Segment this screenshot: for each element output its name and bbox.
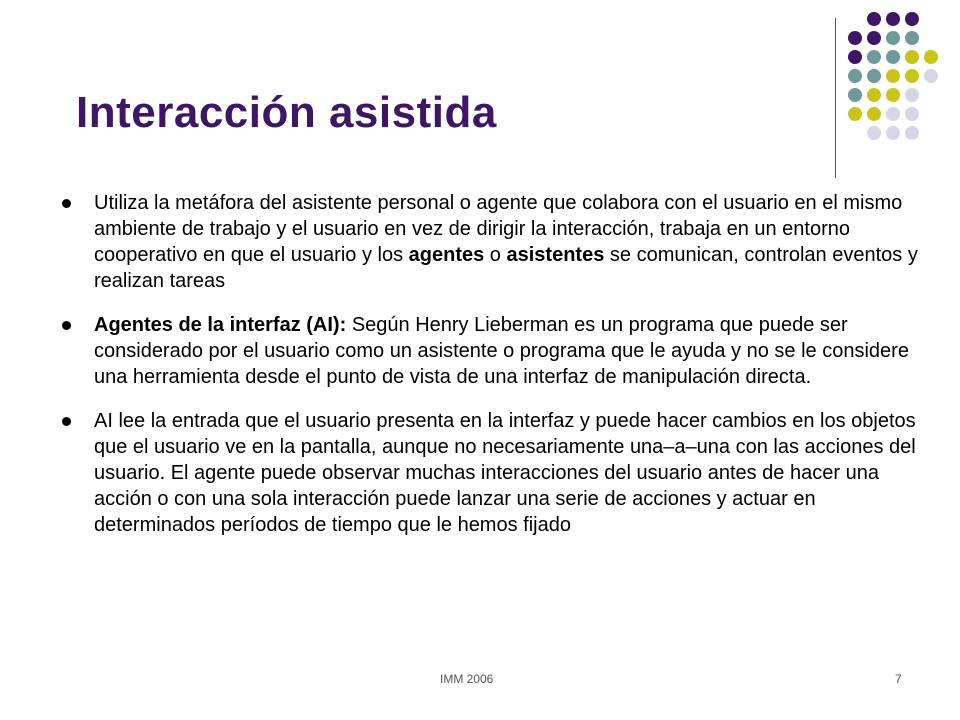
decorative-dot bbox=[886, 126, 900, 140]
bullet-text: Según Henry Lieberman es un programa que puede ser considerado por el usuario como un asistente o programa que le ayuda y no se le considere una herramienta desde el punto de vista de una interfaz de manipulación directa. bbox=[94, 314, 909, 388]
decorative-dot bbox=[886, 69, 900, 83]
decorative-dot bbox=[886, 12, 900, 26]
bullet-bold-term: agentes bbox=[408, 244, 485, 266]
bullet-item bbox=[58, 408, 918, 538]
decorative-dot bbox=[886, 107, 900, 121]
decorative-dot bbox=[905, 69, 919, 83]
bullet-bold-term: Agentes de la interfaz (AI): bbox=[94, 314, 347, 336]
decorative-dot bbox=[848, 107, 862, 121]
decorative-dot bbox=[848, 69, 862, 83]
footer-label: IMM 2006 bbox=[440, 672, 494, 686]
decorative-dot bbox=[886, 88, 900, 102]
bullet-item bbox=[58, 312, 918, 390]
decorative-dot bbox=[924, 50, 938, 64]
bullet-text: o bbox=[484, 244, 507, 266]
bullet-bold-term: asistentes bbox=[506, 244, 605, 266]
decorative-dot bbox=[848, 50, 862, 64]
decorative-dot bbox=[886, 50, 900, 64]
bullet-text: AI lee la entrada que el usuario presenta en la interfaz y puede hacer cambios en los objetos que el usuario ve en la pantalla, aunque no necesariamente una–a–una con las acciones del usuario. El agente puede observar muchas interacciones del usuario antes de hacer una acción o con una sola interacción puede lanzar una serie de acciones y actuar en determinados períodos de tiempo que le hemos fijado bbox=[94, 410, 916, 536]
decorative-dot-grid bbox=[848, 12, 948, 162]
bullet-item bbox=[58, 190, 918, 294]
page-number: 7 bbox=[895, 672, 902, 686]
decorative-dot bbox=[924, 69, 938, 83]
decorative-dot bbox=[848, 88, 862, 102]
decorative-divider bbox=[835, 18, 836, 178]
bullet-text: se comunican, controlan eventos y realizan tareas bbox=[94, 244, 918, 292]
decorative-dot bbox=[867, 31, 881, 45]
decorative-dot bbox=[886, 31, 900, 45]
slide-title: Interacción asistida bbox=[76, 88, 497, 137]
decorative-dot bbox=[848, 31, 862, 45]
decorative-dot bbox=[905, 88, 919, 102]
bullet-icon bbox=[62, 199, 71, 208]
decorative-dot bbox=[905, 12, 919, 26]
decorative-dot bbox=[867, 69, 881, 83]
decorative-dot bbox=[905, 107, 919, 121]
decorative-dot bbox=[867, 12, 881, 26]
decorative-dot bbox=[905, 126, 919, 140]
bullet-list bbox=[58, 190, 918, 556]
decorative-dot bbox=[867, 50, 881, 64]
decorative-dot bbox=[867, 88, 881, 102]
decorative-dot bbox=[905, 50, 919, 64]
bullet-text: Utiliza la metáfora del asistente personal o agente que colabora con el usuario en el mismo ambiente de trabajo y el usuario en vez de dirigir la interacción, trabaja en un entorno cooperativo en que el usuario y los bbox=[94, 192, 903, 266]
decorative-dot bbox=[905, 31, 919, 45]
bullet-icon bbox=[62, 321, 71, 330]
bullet-icon bbox=[62, 417, 71, 426]
decorative-dot bbox=[867, 126, 881, 140]
decorative-dot bbox=[867, 107, 881, 121]
